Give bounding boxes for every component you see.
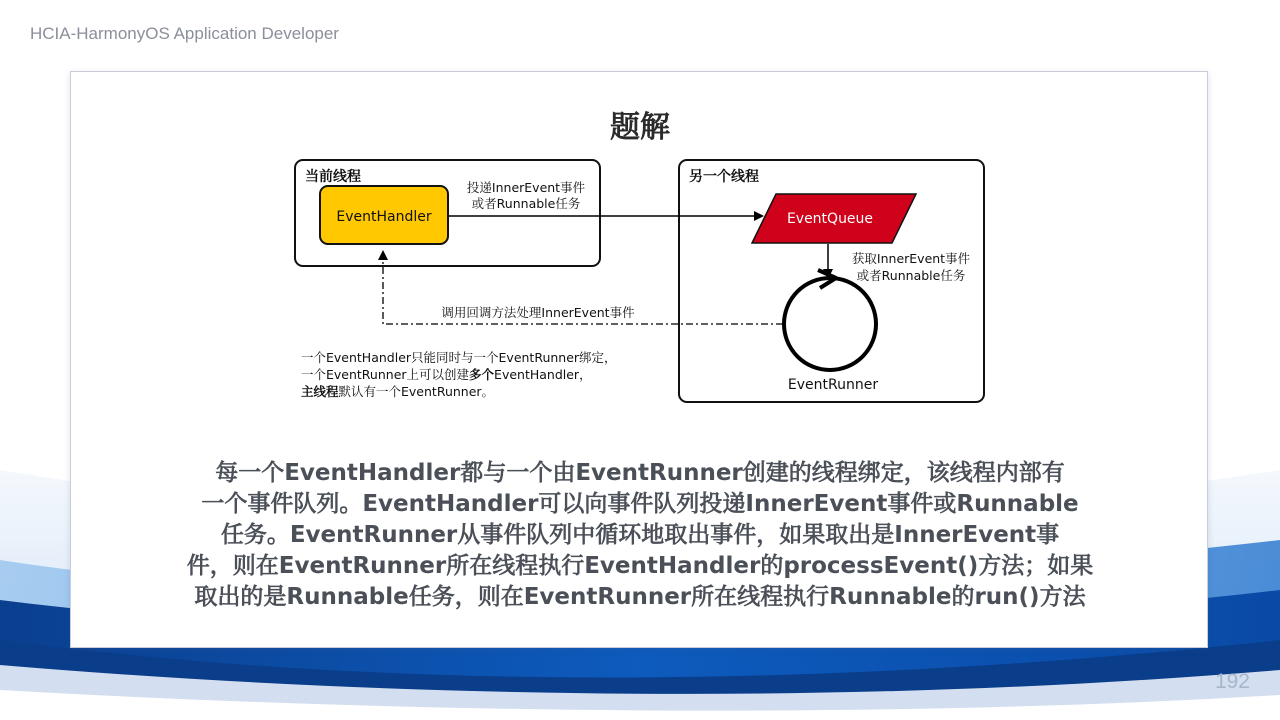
post-arrow-label-1: 投递InnerEvent事件 (466, 180, 586, 195)
note-line-2: 一个EventRunner上可以创建多个EventHandler， (301, 367, 592, 382)
course-title: HCIA-HarmonyOS Application Developer (30, 24, 339, 43)
event-queue-label: EventQueue (786, 211, 874, 227)
other-thread-label: 另一个线程 (689, 169, 759, 185)
post-arrow-label-2: 或者Runnable任务 (471, 196, 581, 211)
note-line-1: 一个EventHandler只能同时与一个EventRunner绑定， (301, 350, 617, 365)
event-runner-label: EventRunner (787, 377, 879, 393)
page-number: 192 (1214, 670, 1250, 693)
note-line-3: 主线程默认有一个EventRunner。 (301, 384, 495, 399)
explanation-line: 取出的是Runnable任务，则在EventRunner所在线程执行Runnable的run()方法 (194, 584, 1086, 610)
explanation-text (185, 458, 1095, 613)
explanation-line: 任务。EventRunner从事件队列中循环地取出事件，如果取出是InnerEvent事 (220, 522, 1060, 548)
slide-title: 题解 (610, 110, 670, 145)
event-handler-label: EventHandler (336, 209, 432, 225)
fetch-arrow-label-1: 获取InnerEvent事件 (851, 251, 971, 266)
current-thread-label: 当前线程 (305, 169, 361, 185)
explanation-line: 每一个EventHandler都与一个由EventRunner创建的线程绑定，该线程内部有 (215, 460, 1065, 486)
explanation-line: 一个事件队列。EventHandler可以向事件队列投递InnerEvent事件或Runnable (201, 491, 1079, 517)
fetch-arrow-label-2: 或者Runnable任务 (856, 268, 966, 283)
explanation-line: 件，则在EventRunner所在线程执行EventHandler的processEvent()方法；如果 (186, 553, 1094, 579)
callback-arrow-label: 调用回调方法处理InnerEvent事件 (441, 305, 635, 320)
